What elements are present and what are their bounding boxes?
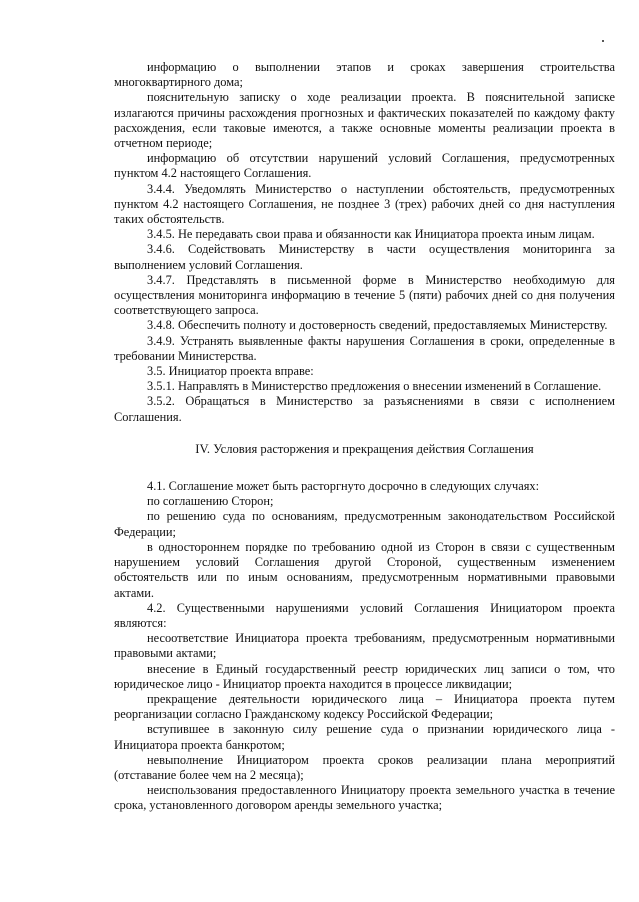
termination-unilateral: в одностороннем порядке по требованию одной из Сторон в связи с существенным нарушением условий Соглашения другой Стороной, существенным изменением обстоятельств или по иным основаниям, предусмотренным нормативными правовыми актами. <box>114 539 615 600</box>
violation-land-unused: неиспользования предоставленного Инициатору проекта земельного участка в течение срока, установленного договором аренды земельного участка; <box>114 783 615 813</box>
paragraph-explanatory-note: пояснительную записку о ходе реализации проекта. В пояснительной записке излагаются причины расхождения прогнозных и фактических показателей по каждому факту расхождения, если таковые имеются, а также основные моменты реализации проекта в отчетном периоде; <box>114 90 615 151</box>
document-body <box>114 60 615 814</box>
clause-3-4-8: 3.4.8. Обеспечить полноту и достоверность сведений, предоставляемых Министерству. <box>147 318 608 333</box>
section-heading: IV. Условия расторжения и прекращения действия Соглашения <box>195 441 534 456</box>
violation-nonconformity: несоответствие Инициатора проекта требованиям, предусмотренным нормативными правовыми актами; <box>114 631 615 661</box>
clause-3-4-5: 3.4.5. Не передавать свои права и обязанности как Инициатора проекта иным лицам. <box>147 227 595 242</box>
paragraph-no-violations-info: информацию об отсутствии нарушений условий Соглашения, предусмотренных пунктом 4.2 настоящего Соглашения. <box>114 151 615 181</box>
clause-3-5-1: 3.5.1. Направлять в Министерство предложения о внесении изменений в Соглашение. <box>147 379 602 394</box>
violation-schedule-delay: невыполнение Инициатором проекта сроков реализации плана мероприятий (отставание более чем на 2 месяца); <box>114 752 615 782</box>
termination-by-agreement: по соглашению Сторон; <box>147 494 274 509</box>
clause-3-5: 3.5. Инициатор проекта вправе: <box>147 364 314 379</box>
clause-3-4-4: 3.4.4. Уведомлять Министерство о наступлении обстоятельств, предусмотренных пунктом 4.2 настоящего Соглашения, не позднее 3 (трех) рабочих дней со дня наступления таких обстоятельств. <box>114 181 615 227</box>
clause-3-4-6: 3.4.6. Содействовать Министерству в части осуществления мониторинга за выполнением условий Соглашения. <box>114 242 615 272</box>
paragraph-completion-info: информацию о выполнении этапов и сроках завершения строительства многоквартирного дома; <box>114 60 615 90</box>
termination-by-court: по решению суда по основаниям, предусмотренным законодательством Российской Федерации; <box>114 509 615 539</box>
scan-speck <box>602 40 604 42</box>
clause-3-4-9: 3.4.9. Устранять выявленные факты нарушения Соглашения в сроки, определенные в требовании Министерства. <box>114 333 615 363</box>
clause-4-1: 4.1. Соглашение может быть расторгнуто досрочно в следующих случаях: <box>147 479 540 494</box>
violation-reorganization: прекращение деятельности юридического лица – Инициатора проекта путем реорганизации согласно Гражданскому кодексу Российской Федерации; <box>114 691 615 722</box>
violation-bankruptcy: вступившее в законную силу решение суда о признании юридического лица - Инициатора проекта банкротом; <box>114 722 615 752</box>
violation-liquidation: внесение в Единый государственный реестр юридических лиц записи о том, что юридическое лицо - Инициатор проекта находится в процессе ликвидации; <box>114 661 615 691</box>
clause-4-2: 4.2. Существенными нарушениями условий Соглашения Инициатором проекта являются: <box>114 600 615 630</box>
clause-3-5-2: 3.5.2. Обращаться в Министерство за разъяснениями в связи с исполнением Соглашения. <box>114 394 615 424</box>
clause-3-4-7: 3.4.7. Представлять в письменной форме в Министерство необходимую для осуществления мониторинга информацию в течение 5 (пяти) рабочих дней со дня получения соответствующего запроса. <box>114 272 615 318</box>
